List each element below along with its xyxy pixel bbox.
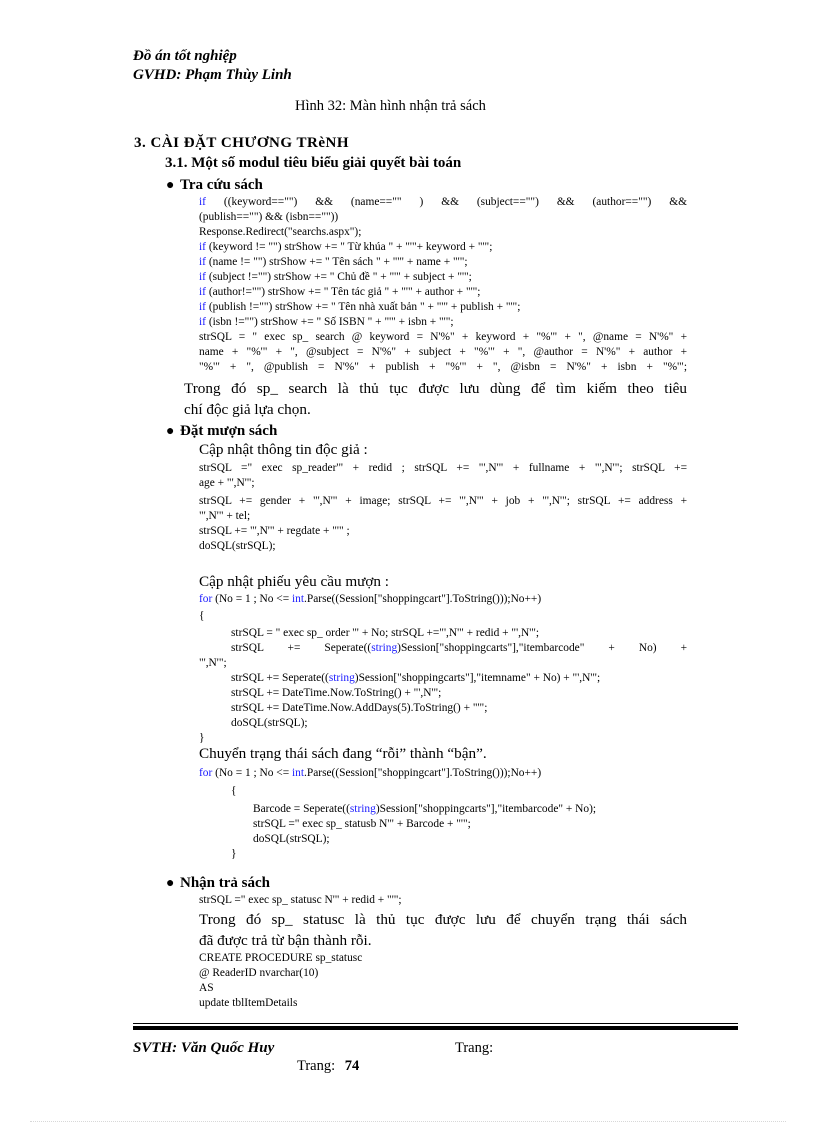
code-line: doSQL(strSQL); bbox=[199, 540, 276, 552]
code-text: .Parse((Session["shoppingcart"].ToString()));No++) bbox=[304, 593, 542, 605]
prose-return-1: Trong đó sp_ statusc là thủ tục được lưu để chuyển trạng thái sách bbox=[199, 911, 687, 928]
code-text: (name != "") strShow += " Tên sách " + "'" + name + "'"; bbox=[208, 256, 468, 268]
keyword: if bbox=[199, 196, 206, 208]
code-line: doSQL(strSQL); bbox=[231, 717, 308, 729]
code-text: )Session["shoppingcarts"],"itembarcode" + No) + bbox=[397, 642, 688, 654]
keyword: if bbox=[199, 241, 206, 253]
code-block-status bbox=[199, 766, 687, 862]
code-text: (author!="") strShow += " Tên tác giả " + "'" + author + "'"; bbox=[208, 286, 481, 298]
footer-author: SVTH: Văn Quốc Huy bbox=[133, 1040, 275, 1056]
bullet-nhan-tra bbox=[166, 875, 270, 892]
code-line: } bbox=[199, 732, 205, 744]
code-line: update tblItemDetails bbox=[199, 997, 298, 1009]
keyword: int bbox=[292, 593, 305, 605]
code-line bbox=[199, 270, 687, 285]
section-title: 3. CÀI ĐẶT CHƯƠNG TRèNH bbox=[134, 135, 349, 151]
bullet-dot-icon: ● bbox=[166, 876, 175, 891]
bullet-label: Tra cứu sách bbox=[180, 177, 263, 193]
bullet-dot-icon: ● bbox=[166, 178, 175, 193]
keyword: int bbox=[292, 767, 305, 779]
code-text: (subject !="") strShow += " Chủ đề " + "'" + subject + "'"; bbox=[208, 271, 472, 283]
section-subtitle: 3.1. Một số modul tiêu biểu giải quyết bài toán bbox=[165, 155, 462, 171]
code-line: strSQL += DateTime.Now.ToString() + "',N'"; bbox=[231, 687, 442, 699]
bullet-tra-cuu bbox=[166, 177, 263, 194]
footer-rule-thin bbox=[133, 1023, 738, 1024]
code-line bbox=[199, 671, 687, 686]
keyword: if bbox=[199, 301, 206, 313]
keyword: if bbox=[199, 316, 206, 328]
code-line bbox=[199, 285, 687, 300]
keyword: if bbox=[199, 286, 206, 298]
keyword: string bbox=[328, 672, 355, 684]
code-line: age + "',N'"; bbox=[199, 477, 255, 489]
code-line: AS bbox=[199, 982, 214, 994]
code-line: Response.Redirect("searchs.aspx"); bbox=[199, 226, 362, 238]
code-line: strSQL += DateTime.Now.AddDays(5).ToString() + "'"; bbox=[231, 702, 488, 714]
code-text: (isbn !="") strShow += " Số ISBN " + "'" + isbn + "'"; bbox=[208, 316, 454, 328]
header-line-1: Đồ án tốt nghiệp bbox=[133, 48, 237, 64]
code-line: strSQL += gender + "',N'" + image; strSQL += "',N'" + job + "',N'"; strSQL += address + bbox=[199, 495, 687, 507]
page-edge-divider bbox=[30, 1121, 786, 1122]
footer-page-label-2: Trang: bbox=[297, 1058, 336, 1074]
footer-page bbox=[297, 1058, 359, 1075]
keyword: for bbox=[199, 767, 213, 779]
code-line bbox=[199, 766, 687, 781]
code-line: "%'" + ", @publish = N'%" + publish + "%'" + ", @isbn = N'%" + isbn + "%'"; bbox=[199, 361, 687, 373]
prose-search-1: Trong đó sp_ search là thủ tục được lưu dùng để tìm kiếm theo tiêu bbox=[184, 380, 687, 397]
code-line: strSQL = " exec sp_ order '" + No; strSQL +="',N'" + redid + "',N'"; bbox=[231, 627, 540, 639]
header-line-2: GVHD: Phạm Thùy Linh bbox=[133, 67, 292, 83]
code-line: CREATE PROCEDURE sp_statusc bbox=[199, 952, 363, 964]
keyword: if bbox=[199, 271, 206, 283]
code-line bbox=[199, 255, 687, 270]
code-line bbox=[199, 195, 687, 210]
code-line bbox=[199, 592, 687, 607]
code-text: )Session["shoppingcarts"],"itemname" + No) + "',N'"; bbox=[354, 672, 601, 684]
code-line: name + "%'" + ", @subject = N'%" + subject + "%'" + ", @author = N'%" + author + bbox=[199, 346, 687, 358]
bullet-label: Nhận trả sách bbox=[180, 875, 271, 891]
code-line: } bbox=[231, 848, 237, 860]
code-line: "',N'"; bbox=[199, 657, 227, 669]
prose-search-2: chí độc giả lựa chọn. bbox=[184, 401, 311, 418]
code-line: "',N'" + tel; bbox=[199, 510, 251, 522]
code-text: .Parse((Session["shoppingcart"].ToString()));No++) bbox=[304, 767, 542, 779]
code-line: strSQL = " exec sp_ search @ keyword = N'%" + keyword + "%'" + ", @name = N'%" + bbox=[199, 331, 687, 343]
bullet-dot-icon: ● bbox=[166, 424, 175, 439]
code-block-procedure bbox=[199, 951, 362, 1011]
footer-rule-thick bbox=[133, 1026, 738, 1030]
keyword: for bbox=[199, 593, 213, 605]
page-number: 74 bbox=[344, 1058, 360, 1074]
code-line bbox=[199, 300, 687, 315]
code-block-search bbox=[199, 195, 687, 375]
code-line: { bbox=[231, 785, 237, 797]
code-text: (No = 1 ; No <= bbox=[212, 767, 292, 779]
intro-status-change: Chuyển trạng thái sách đang “rỗi” thành “bận”. bbox=[199, 745, 487, 762]
code-line: (publish=="") && (isbn=="")) bbox=[199, 211, 339, 223]
code-line bbox=[199, 240, 687, 255]
prose-return-2: đã được trả từ bận thành rỗi. bbox=[199, 932, 372, 949]
code-text: (publish !="") strShow += " Tên nhà xuất bản " + "'" + publish + "'"; bbox=[208, 301, 521, 313]
intro-request-update: Cập nhật phiếu yêu cầu mượn : bbox=[199, 573, 390, 590]
code-text: strSQL += Seperate(( bbox=[231, 642, 372, 654]
code-block-reader bbox=[199, 461, 687, 554]
code-line: strSQL += "',N'" + regdate + "'" ; bbox=[199, 525, 350, 537]
code-line: strSQL =" exec sp_ statusb N'" + Barcode + "'"; bbox=[253, 818, 471, 830]
code-text: )Session["shoppingcarts"],"itembarcode" + No); bbox=[375, 803, 597, 815]
code-line-statusc: strSQL =" exec sp_ statusc N'" + redid + "'"; bbox=[199, 894, 402, 906]
code-block-order bbox=[199, 592, 687, 746]
code-text: (No = 1 ; No <= bbox=[212, 593, 292, 605]
code-text: ((keyword=="") && (name=="" ) && (subject=="") && (author=="") && bbox=[223, 196, 687, 208]
footer-page-label: Trang: bbox=[455, 1040, 494, 1056]
bullet-dat-muon bbox=[166, 423, 277, 440]
code-line: doSQL(strSQL); bbox=[253, 833, 330, 845]
code-text: strSQL += Seperate(( bbox=[231, 672, 329, 684]
keyword: string bbox=[371, 642, 398, 654]
code-line: strSQL =" exec sp_reader'" + redid ; strSQL += "',N'" + fullname + "',N'"; strSQL += bbox=[199, 462, 687, 474]
figure-caption: Hình 32: Màn hình nhận trả sách bbox=[295, 98, 486, 114]
code-text: Barcode = Seperate(( bbox=[253, 803, 350, 815]
intro-reader-update: Cập nhật thông tin độc giả : bbox=[199, 441, 368, 458]
bullet-label: Đặt mượn sách bbox=[180, 423, 278, 439]
code-text: (keyword != "") strShow += " Từ khúa " + "'"+ keyword + "'"; bbox=[208, 241, 493, 253]
keyword: if bbox=[199, 256, 206, 268]
code-line bbox=[231, 641, 687, 656]
code-line: { bbox=[199, 610, 205, 622]
code-line: @ ReaderID nvarchar(10) bbox=[199, 967, 319, 979]
code-line bbox=[199, 802, 687, 817]
keyword: string bbox=[349, 803, 376, 815]
code-line bbox=[199, 315, 687, 330]
